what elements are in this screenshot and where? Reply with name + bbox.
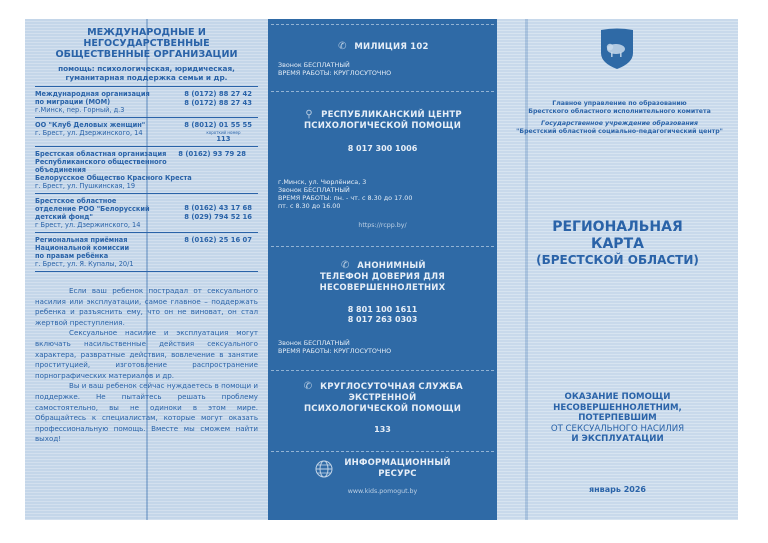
middle-panel xyxy=(268,19,497,520)
org-address: г Брест, ул. Дзержинского, 14 xyxy=(35,221,141,229)
title-line: РЕГИОНАЛЬНАЯ xyxy=(552,219,683,235)
org-phone: 8 (0162) 43 17 68 xyxy=(184,204,252,212)
center-phone[interactable]: 8 017 300 1006 xyxy=(347,144,418,153)
subtitle-line: ОКАЗАНИЕ ПОМОЩИ xyxy=(564,392,671,402)
subtitle-line: НЕСОВЕРШЕННОЛЕТНИМ, xyxy=(553,402,682,413)
hotline-title-text: НЕСОВЕРШЕННОЛЕТНИХ xyxy=(319,283,446,293)
divider xyxy=(271,246,494,248)
org-phones xyxy=(175,236,258,268)
info-title-text: РЕСУРС xyxy=(378,469,417,479)
center-title-text: РЕСПУБЛИКАНСКИЙ ЦЕНТР xyxy=(321,110,462,120)
hotline-title-text: АНОНИМНЫЙ xyxy=(357,261,426,271)
hotline-block xyxy=(268,260,497,355)
info-title-text: ИНФОРМАЦИОННЫЙ xyxy=(344,458,451,468)
phone-icon: ✆ xyxy=(340,260,350,271)
org-phone: 8 (0162) 93 79 28 xyxy=(178,150,246,158)
coat-of-arms-icon xyxy=(599,27,635,70)
advice-paragraph: Если ваш ребенок пострадал от сексуального насилия или эксплуатации, самое главное – поддержать ребенка и разъяснить ему, что он не виноват, он стал жертвой преступления. xyxy=(35,286,258,327)
brochure-title xyxy=(497,219,738,268)
phone-icon: ✆ xyxy=(303,381,313,392)
globe-icon xyxy=(314,459,334,479)
org-name: Международная организация xyxy=(35,90,150,98)
working-hours: ВРЕМЯ РАБОТЫ: пн. - чт. с 8.30 до 17.00 xyxy=(278,194,413,202)
hotline-title xyxy=(268,260,497,294)
org-name: ОО "Клуб Деловых женщин" xyxy=(35,121,146,129)
divider xyxy=(271,24,494,26)
emergency-block xyxy=(268,381,497,435)
org-name: по правам ребёнка xyxy=(35,252,109,260)
info-resource-block xyxy=(268,458,497,495)
org-name: Брестское областное xyxy=(35,197,117,205)
org-address: г. Брест, ул. Пушкинская, 19 xyxy=(35,182,136,190)
advice-paragraph: Вы и ваш ребенок сейчас нуждаетесь в помощи и поддержке. Не пытайтесь решать проблему самостоятельно, вы не одиноки в этом мире. Обращайтесь к специалистам, которые могут оказать профессиональную помощь. Вместе мы сможем найти выход! xyxy=(35,381,258,444)
org-phones xyxy=(175,197,258,229)
issuer-institution xyxy=(507,120,732,135)
org-info xyxy=(35,236,175,268)
title-line: ОБЩЕСТВЕННЫЕ ОРГАНИЗАЦИИ xyxy=(55,49,238,60)
issuer-line: Брестского областного исполнительного комитета xyxy=(528,107,711,115)
info-header xyxy=(268,458,497,480)
brochure-subtitle xyxy=(497,392,738,445)
org-phone: 8 (0162) 25 16 07 xyxy=(184,236,252,244)
working-hours: ВРЕМЯ РАБОТЫ: КРУГЛОСУТОЧНО xyxy=(278,69,392,77)
working-hours: пт. с 8.30 до 16.00 xyxy=(278,202,341,210)
org-phone: 8 (8012) 01 55 55 xyxy=(184,121,252,129)
info-title xyxy=(344,458,450,480)
issuer-line: Главное управление по образованию xyxy=(552,100,687,107)
emergency-title-text: КРУГЛОСУТОЧНАЯ СЛУЖБА xyxy=(320,382,463,392)
short-number: 113 xyxy=(216,134,231,143)
divider xyxy=(271,451,494,453)
org-info xyxy=(35,121,175,143)
org-name: отделение РОО "Белорусский xyxy=(35,205,150,213)
short-number-label: короткий номер xyxy=(206,129,241,135)
phone-icon: ✆ xyxy=(338,41,347,52)
brochure-sheet xyxy=(25,19,738,520)
center-address: г.Минск, ул. Чюрлёниса, 3 xyxy=(278,178,367,186)
working-hours: ВРЕМЯ РАБОТЫ: КРУГЛОСУТОЧНО xyxy=(278,347,392,355)
org-phone: 8 (029) 794 52 16 xyxy=(184,212,252,221)
org-phones xyxy=(166,150,252,159)
org-name: Национальной комиссии xyxy=(35,244,130,252)
org-phone: 8 (0172) 88 27 42 xyxy=(184,90,252,98)
subtitle-line: И ЭКСПЛУАТАЦИИ xyxy=(571,434,664,444)
org-name: Брестская областная организация xyxy=(35,150,167,158)
org-name: детский фонд" xyxy=(35,213,93,221)
org-address: г.Минск, пер. Горный, д.3 xyxy=(35,106,125,114)
police-block xyxy=(268,41,497,77)
call-info: Звонок БЕСПЛАТНЫЙ xyxy=(278,339,350,347)
divider xyxy=(271,91,494,93)
subtitle-line: помощь: психологическая, юридическая, xyxy=(58,64,235,73)
hotline-phone[interactable]: 8 017 263 0303 xyxy=(347,315,418,324)
issuer-line: Государственное учреждение образования xyxy=(541,120,698,127)
info-link[interactable]: www.kids.pomogut.by xyxy=(347,488,418,495)
subtitle-line: ПОТЕРПЕВШИМ xyxy=(578,413,657,423)
divider xyxy=(271,370,494,372)
subtitle-line: гуманитарная поддержка семьи и др. xyxy=(65,73,228,82)
org-name: по миграции (МОМ) xyxy=(35,98,111,106)
title-line: МЕЖДУНАРОДНЫЕ И НЕГОСУДАРСТВЕННЫЕ xyxy=(83,27,210,49)
call-info: Звонок БЕСПЛАТНЫЙ xyxy=(278,61,350,69)
call-info: Звонок БЕСПЛАТНЫЙ xyxy=(278,186,350,194)
advice-paragraph: Сексуальное насилие и эксплуатация могут включать насильственные действия сексуального характера, развратные действия, вовлечение в занятие проституцией, изготовление распространение порнографических материалов и др. xyxy=(35,328,258,380)
issuer-authority xyxy=(507,100,732,115)
emergency-title-text: ЭКСТРЕННОЙ xyxy=(348,393,417,403)
police-title xyxy=(268,41,497,53)
org-name: Региональная приёмная xyxy=(35,236,128,244)
org-name: Республиканского общественного xyxy=(35,158,167,166)
subtitle-line: ОТ СЕКСУАЛЬНОГО НАСИЛИЯ xyxy=(550,423,685,434)
emergency-phone[interactable]: 133 xyxy=(374,425,391,434)
publication-date: январь 2026 xyxy=(589,485,646,494)
title-line: (БРЕСТСКОЙ ОБЛАСТИ) xyxy=(536,253,699,267)
location-pin-icon: ⚲ xyxy=(305,109,313,120)
org-address: г. Брест, ул. Дзержинского, 14 xyxy=(35,129,143,137)
hotline-title-text: ТЕЛЕФОН ДОВЕРИЯ ДЛЯ xyxy=(319,272,446,282)
emergency-title-text: ПСИХОЛОГИЧЕСКОЙ ПОМОЩИ xyxy=(303,404,462,414)
title-line: КАРТА xyxy=(591,236,644,252)
right-panel xyxy=(497,19,738,520)
center-title-text: ПСИХОЛОГИЧЕСКОЙ ПОМОЩИ xyxy=(303,121,462,131)
org-phone: 8 (0172) 88 27 43 xyxy=(184,98,252,107)
org-name: Белорусское Общество Красного Креста xyxy=(35,174,192,182)
org-phones xyxy=(175,121,258,143)
center-link[interactable]: https://rcpp.by/ xyxy=(358,222,407,229)
fold-line xyxy=(525,19,528,520)
org-phones xyxy=(175,90,258,114)
center-title xyxy=(268,109,497,132)
fold-line xyxy=(146,19,148,520)
issuer-line: "Брестский областной социально-педагогический центр" xyxy=(516,127,723,135)
hotline-phone[interactable]: 8 801 100 1611 xyxy=(347,305,418,314)
left-panel xyxy=(25,19,268,520)
org-info xyxy=(35,197,175,229)
org-address: г. Брест, ул. Я. Купалы, 20/1 xyxy=(35,260,134,268)
police-title-text: МИЛИЦИЯ 102 xyxy=(354,42,429,52)
org-info xyxy=(35,90,175,114)
emergency-title xyxy=(268,381,497,415)
psych-center-block xyxy=(268,109,497,229)
org-name: объединения xyxy=(35,166,86,174)
